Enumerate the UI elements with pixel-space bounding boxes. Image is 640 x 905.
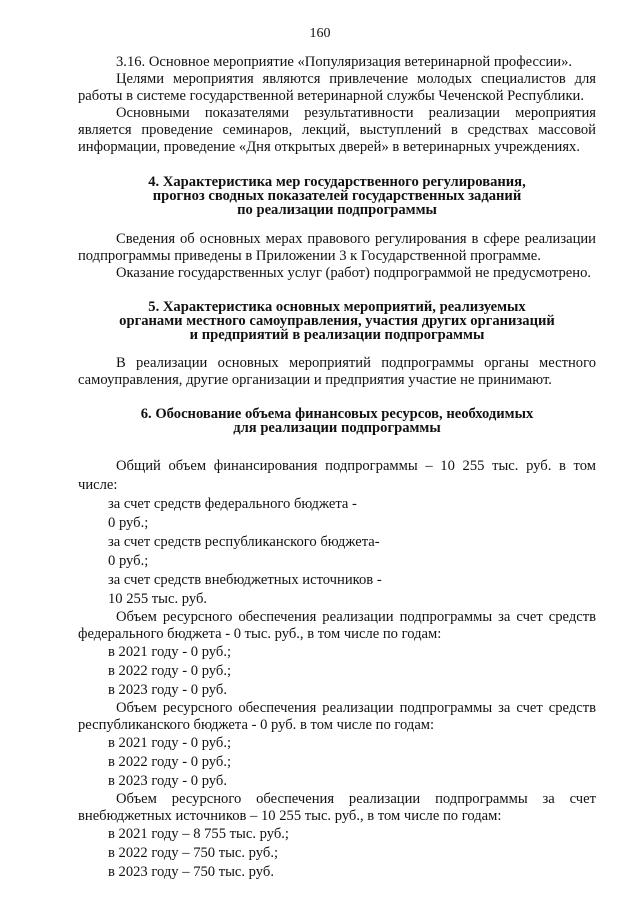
section-4	[78, 175, 596, 282]
section-5-heading	[78, 300, 596, 342]
total-financing-paragraph: Общий объем финансирования подпрограммы – 10 255 тыс. руб. в том числе:	[78, 458, 596, 493]
federal-source-value: 0 руб.;	[108, 515, 149, 531]
federal-intro-paragraph: Объем ресурсного обеспечения реализации подпрограммы за счет средств федерального бюджета - 0 тыс. руб., в том числе по годам:	[78, 609, 596, 642]
year-line: в 2021 году - 0 руб.;	[108, 644, 232, 660]
section-6-heading	[78, 407, 596, 435]
republic-source-value: 0 руб.;	[108, 553, 149, 569]
extra-intro-paragraph: Объем ресурсного обеспечения реализации подпрограммы за счет внебюджетных источников – 10 255 тыс. руб., в том числе по годам:	[78, 791, 596, 824]
section-5	[78, 300, 596, 389]
section-3-16	[78, 54, 596, 156]
year-line: в 2021 году – 8 755 тыс. руб.;	[108, 826, 289, 842]
heading-line: и предприятий в реализации подпрограммы	[189, 327, 485, 343]
financing-block	[78, 457, 596, 882]
year-line: в 2023 году - 0 руб.	[108, 682, 227, 698]
section-4-heading	[78, 175, 596, 217]
section-4-services-paragraph: Оказание государственных услуг (работ) подпрограммой не предусмотрено.	[116, 265, 592, 281]
page-number: 160	[309, 26, 331, 41]
extra-source-value: 10 255 тыс. руб.	[108, 591, 208, 607]
year-line: в 2021 году - 0 руб.;	[108, 735, 232, 751]
section-6	[78, 407, 596, 882]
republic-source-label: за счет средств республиканского бюджета-	[108, 534, 380, 550]
heading-line: органами местного самоуправления, участия других организаций	[119, 313, 555, 329]
heading-line: для реализации подпрограммы	[233, 420, 441, 436]
year-line: в 2022 году – 750 тыс. руб.;	[108, 845, 279, 861]
section-3-16-title: 3.16. Основное мероприятие «Популяризация ветеринарной профессии».	[116, 54, 573, 70]
extra-source-label: за счет средств внебюджетных источников -	[108, 572, 382, 588]
heading-line: 4. Характеристика мер государственного регулирования,	[148, 174, 526, 190]
section-5-participation-paragraph: В реализации основных мероприятий подпрограммы органы местного самоуправления, другие организации и предприятия участие не принимают.	[78, 355, 596, 388]
heading-line: 6. Обоснование объема финансовых ресурсов, необходимых	[140, 406, 534, 422]
year-line: в 2022 году - 0 руб.;	[108, 754, 232, 770]
federal-source-label: за счет средств федерального бюджета -	[108, 496, 357, 512]
republic-intro-paragraph: Объем ресурсного обеспечения реализации подпрограммы за счет средств республиканского бюджета - 0 руб. в том числе по годам:	[78, 700, 596, 733]
year-line: в 2023 году - 0 руб.	[108, 773, 227, 789]
heading-line: по реализации подпрограммы	[237, 202, 437, 218]
section-3-16-goal-paragraph: Целями мероприятия являются привлечение молодых специалистов для работы в системе государственной ветеринарной службы Чеченской Республики.	[78, 71, 596, 104]
year-line: в 2023 году – 750 тыс. руб.	[108, 864, 274, 880]
heading-line: прогноз сводных показателей государственных заданий	[152, 188, 522, 204]
heading-line: 5. Характеристика основных мероприятий, реализуемых	[148, 299, 526, 315]
section-3-16-indicators-paragraph: Основными показателями результативности реализации мероприятия является проведение семинаров, лекций, выступлений в средствах массовой информации, проведение «Дня открытых дверей» в ветеринарных учреждениях.	[78, 105, 596, 155]
year-line: в 2022 году - 0 руб.;	[108, 663, 232, 679]
document-body	[78, 54, 596, 882]
section-4-regulation-paragraph: Сведения об основных мерах правового регулирования в сфере реализации подпрограммы приведены в Приложении 3 к Государственной программе.	[78, 231, 596, 264]
